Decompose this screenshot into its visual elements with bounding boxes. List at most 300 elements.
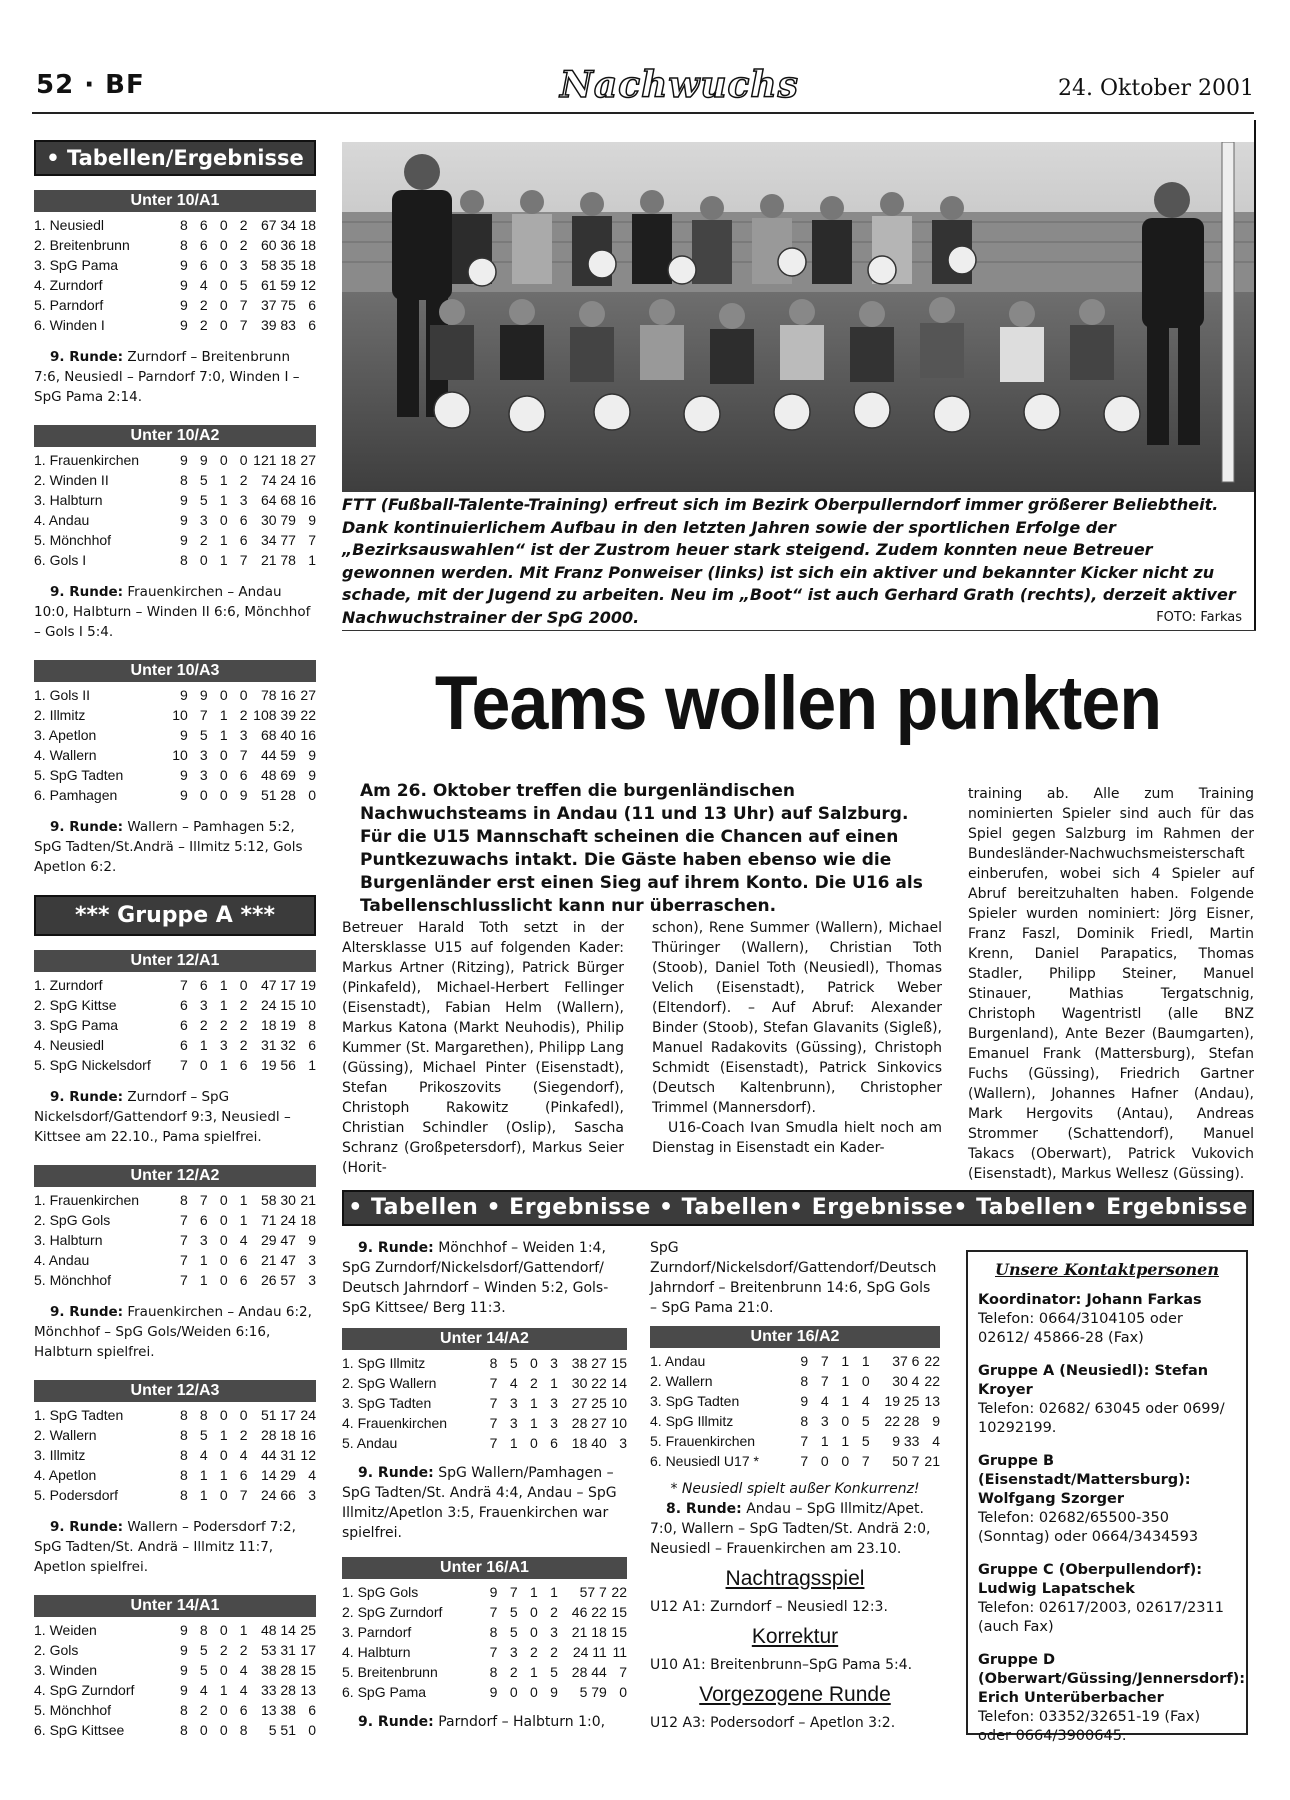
stat-cell: 7 [308, 532, 316, 548]
stat-cell: 21 18 [571, 1624, 607, 1640]
stat-cell: 108 39 [253, 707, 296, 723]
stat-cell: 0 [219, 257, 228, 273]
team-name: 4. Halbturn [342, 1644, 411, 1660]
stat-cell: 38 27 [571, 1355, 607, 1371]
stat-cell: 3 [199, 512, 208, 528]
table-title: Unter 12/A2 [34, 1165, 316, 1187]
team-name: 1. Zurndorf [34, 977, 103, 993]
stat-cell: 5 79 [579, 1684, 607, 1700]
stat-cell: 15 [611, 1624, 627, 1640]
stat-cell: 8 [489, 1355, 498, 1371]
stat-cell: 6 [308, 297, 316, 313]
stat-cell: 2 [529, 1644, 538, 1660]
result-u16a2 [650, 1499, 940, 1559]
stat-cell: 1 [509, 1435, 518, 1451]
stat-cell: 9 [308, 512, 316, 528]
stat-cell: 33 28 [260, 1682, 296, 1698]
stat-cell: 9 [180, 1662, 188, 1678]
stat-cell: 18 [300, 257, 316, 273]
stat-cell: 7 [489, 1395, 498, 1411]
table-group-1 [34, 190, 316, 877]
round-result [34, 347, 316, 407]
stat-cell: 0 [861, 1373, 870, 1389]
stat-cell: 3 [308, 1252, 316, 1268]
stat-cell: 9 [180, 297, 188, 313]
stat-cell: 1 [239, 1212, 248, 1228]
stat-cell: 0 [529, 1604, 538, 1620]
stat-cell: 21 [300, 1192, 316, 1208]
stat-cell: 6 [180, 1017, 188, 1033]
team-name: 4. Andau [34, 512, 90, 528]
bottom-column-2 [650, 1238, 940, 1733]
result-text: Frauenkirchen – Andau 10:0, Halbturn – Winden II 6:6, Mönchhof – Gols I 5:4. [34, 584, 311, 640]
team-name: 1. Neusiedl [34, 217, 105, 233]
stat-cell: 5 [199, 1427, 208, 1443]
round-result [34, 1302, 316, 1362]
stat-cell: 1 [199, 1272, 208, 1288]
round-result [34, 582, 316, 642]
table-row [34, 1465, 316, 1485]
stat-cell: 7 [489, 1644, 498, 1660]
contact-entry [978, 1651, 1246, 1746]
table-row [34, 1425, 316, 1445]
stat-cell: 4 [199, 1682, 208, 1698]
group-a-banner: *** Gruppe A *** [34, 895, 316, 936]
stat-cell: 22 28 [884, 1413, 920, 1429]
team-name: 5. Podersdorf [34, 1487, 119, 1503]
stat-cell: 8 [800, 1373, 809, 1389]
stat-cell: 7 [239, 552, 248, 568]
team-photo [342, 142, 1254, 492]
table-row [34, 725, 316, 745]
stat-cell: 58 35 [260, 257, 296, 273]
stat-cell: 22 [611, 1584, 627, 1600]
table-row [34, 685, 316, 705]
stat-cell: 0 [529, 1684, 538, 1700]
stat-cell: 7 [800, 1453, 809, 1469]
article-column-3: training ab. Alle zum Training nominierten Spieler sind auch für das Spiel gegen Salzburg im Rahmen der Bundesländer-Nachwuchsmeisterschaft einberufen, wobei sich 4 Spieler auf Abruf bereitzuhalten haben. Folgende Spieler wurden nominiert: Jörg Eisner, Franz Faszl, Dominik Friedl, Martin Krenn, Daniel Parapatics, Thomas Stadler, Philipp Steiner, Manuel Stinauer, Mathias Tergatschnig, Christoph Wagentristl (alle BNZ Burgenland), Ante Bezer (Baumgarten), Emanuel Frank (Mattersburg), Stefan Fuchs (Güssing), Friedrich Gartner (Wallern), Johannes Hafner (Andau), Mark Hergovits (Antau), Andreas Strommer (Schattendorf), Manuel Takacs (Oberwart), Patrick Vukovich (Eisenstadt), Markus Wellesz (Güssing). [968, 786, 1254, 1182]
table-row [34, 1485, 316, 1505]
stat-cell: 29 47 [260, 1232, 296, 1248]
contact-name: Gruppe A (Neusiedl): Stefan Kroyer [978, 1363, 1209, 1398]
stat-cell: 2 [239, 472, 248, 488]
contact-name: Gruppe B (Eisenstadt/Mattersburg): Wolfgang Szorger [978, 1453, 1191, 1507]
table-row [34, 530, 316, 550]
stat-cell: 7 [180, 1272, 188, 1288]
table-row [34, 275, 316, 295]
stat-cell: 3 [239, 727, 248, 743]
stat-cell: 6 [239, 767, 248, 783]
stat-cell: 2 [219, 1642, 228, 1658]
stat-cell: 9 [180, 452, 188, 468]
stat-cell: 0 [219, 1212, 228, 1228]
photo-caption [342, 494, 1242, 629]
table-row [34, 295, 316, 315]
table-title: Unter 16/A2 [650, 1326, 940, 1348]
stat-cell: 15 [300, 1662, 316, 1678]
stat-cell: 4 [239, 1232, 248, 1248]
vorgezogene-runde-heading: Vorgezogene Runde [699, 1683, 891, 1706]
stat-cell: 0 [199, 1057, 208, 1073]
stat-cell: 0 [219, 1252, 228, 1268]
stat-cell: 0 [529, 1355, 538, 1371]
stat-cell: 3 [509, 1415, 518, 1431]
stat-cell: 2 [199, 1017, 208, 1033]
stat-cell: 3 [820, 1413, 829, 1429]
team-name: 1. SpG Gols [342, 1584, 419, 1600]
stat-cell: 10 [611, 1395, 627, 1411]
out-of-competition-note: * Neusiedl spielt außer Konkurrenz! [670, 1481, 920, 1497]
stat-cell: 9 [489, 1584, 498, 1600]
standings-table [34, 1190, 316, 1290]
stat-cell: 1 [529, 1395, 538, 1411]
result-text: SpG Wallern/Pamhagen – SpG Tadten/St. Andrä 4:4, Andau – SpG Illmitz/Apetlon 3:5, Frauenkirchen war spielfrei. [342, 1465, 617, 1541]
stat-cell: 7 [239, 297, 248, 313]
contact-name: Koordinator: Johann Farkas [978, 1292, 1202, 1308]
contact-list [978, 1291, 1246, 1746]
stat-cell: 47 17 [260, 977, 296, 993]
team-name: 1. SpG Tadten [34, 1407, 124, 1423]
result-u16a1 [342, 1712, 627, 1732]
table-row [34, 1210, 316, 1230]
team-name: 1. SpG Illmitz [342, 1355, 426, 1371]
stat-cell: 1 [550, 1375, 558, 1391]
stat-cell: 38 28 [260, 1662, 296, 1678]
stat-cell: 9 [180, 257, 188, 273]
stat-cell: 26 57 [260, 1272, 296, 1288]
stat-cell: 1 [308, 1057, 316, 1073]
team-photo-image [342, 142, 1254, 492]
result-head: 8. Runde: [666, 1501, 742, 1517]
stat-cell: 8 [308, 1017, 316, 1033]
stat-cell: 0 [199, 1722, 208, 1738]
table-u14a2 [342, 1328, 627, 1453]
standings-table [34, 685, 316, 805]
stat-cell: 6 [308, 1037, 316, 1053]
table-row [650, 1411, 940, 1431]
stat-cell: 5 [861, 1433, 870, 1449]
stat-cell: 39 83 [260, 317, 296, 333]
stat-cell: 1 [308, 552, 316, 568]
stat-cell: 0 [219, 767, 228, 783]
table-row [650, 1351, 940, 1371]
table-row [34, 1035, 316, 1055]
stat-cell: 0 [219, 1722, 228, 1738]
nachtragsspiel-heading: Nachtragsspiel [725, 1567, 865, 1590]
table-u16a2 [650, 1326, 940, 1471]
table-row [34, 215, 316, 235]
stat-cell: 9 [180, 767, 188, 783]
table-title: Unter 14/A1 [34, 1595, 316, 1617]
stat-cell: 7 [180, 1057, 188, 1073]
stat-cell: 21 78 [260, 552, 296, 568]
table-block [34, 1595, 316, 1740]
team-name: 5. Parndorf [34, 297, 104, 313]
stat-cell: 5 [199, 727, 208, 743]
stat-cell: 1 [529, 1664, 538, 1680]
team-name: 2. Breitenbrunn [34, 237, 130, 253]
stat-cell: 21 47 [260, 1252, 296, 1268]
stat-cell: 57 7 [579, 1584, 607, 1600]
page-number: 52 · BF [36, 70, 145, 100]
stat-cell: 8 [180, 1487, 188, 1503]
stat-cell: 50 7 [892, 1453, 920, 1469]
table-title: Unter 14/A2 [342, 1328, 627, 1350]
stat-cell: 9 [180, 532, 188, 548]
stat-cell: 9 33 [892, 1433, 920, 1449]
stat-cell: 10 [300, 997, 316, 1013]
round-result [34, 817, 316, 877]
stat-cell: 0 [529, 1435, 538, 1451]
stat-cell: 0 [219, 1407, 228, 1423]
table-block [34, 1380, 316, 1577]
stat-cell: 7 [489, 1604, 498, 1620]
stat-cell: 1 [219, 492, 228, 508]
table-row [342, 1602, 627, 1622]
stat-cell: 1 [199, 1467, 208, 1483]
table-row [342, 1393, 627, 1413]
stat-cell: 7 [180, 1212, 188, 1228]
stat-cell: 0 [239, 1407, 248, 1423]
contact-phone: Telefon: 02617/2003, 02617/2311 (auch Fax) [978, 1600, 1224, 1635]
table-row [342, 1582, 627, 1602]
stat-cell: 16 [300, 1427, 316, 1443]
table-row [34, 1270, 316, 1290]
stat-cell: 0 [219, 1232, 228, 1248]
stat-cell: 2 [239, 217, 248, 233]
stat-cell: 5 [199, 1662, 208, 1678]
table-row [34, 1620, 316, 1640]
stat-cell: 1 [219, 472, 228, 488]
stat-cell: 51 17 [260, 1407, 296, 1423]
stat-cell: 9 [180, 727, 188, 743]
stat-cell: 9 [489, 1684, 498, 1700]
photo-credit: FOTO: Farkas [1156, 609, 1242, 625]
stat-cell: 121 18 [253, 452, 296, 468]
stat-cell: 28 44 [571, 1664, 607, 1680]
contact-entry [978, 1452, 1236, 1547]
team-name: 2. Wallern [34, 1427, 97, 1443]
stat-cell: 0 [841, 1453, 850, 1469]
stat-cell: 6 [308, 1702, 316, 1718]
stat-cell: 8 [180, 1447, 188, 1463]
stat-cell: 8 [180, 1192, 188, 1208]
table-row [34, 975, 316, 995]
table-row [34, 1055, 316, 1075]
stat-cell: 1 [239, 1622, 248, 1638]
headline: Teams wollen punkten [434, 661, 1162, 746]
vorgezogene-runde-text: U12 A3: Podersodorf – Apetlon 3:2. [650, 1715, 896, 1731]
team-name: 5. SpG Nickelsdorf [34, 1057, 151, 1073]
stat-cell: 22 [924, 1373, 940, 1389]
round-result [34, 1087, 316, 1147]
team-name: 4. Wallern [34, 747, 97, 763]
stat-cell: 1 [529, 1584, 538, 1600]
result-u14a2 [342, 1463, 627, 1543]
contact-phone: Telefon: 02682/65500-350 (Sonntag) oder 0664/3434593 [978, 1510, 1199, 1545]
caption-rule [342, 630, 1256, 631]
stat-cell: 12 [300, 277, 316, 293]
stat-cell: 6 [239, 1252, 248, 1268]
stat-cell: 11 [612, 1644, 627, 1660]
tables-banner: • Tabellen/Ergebnisse [34, 140, 316, 176]
stat-cell: 2 [239, 1427, 248, 1443]
table-row [34, 1250, 316, 1270]
stat-cell: 7 [820, 1373, 829, 1389]
stat-cell: 1 [219, 727, 228, 743]
stat-cell: 9 [308, 747, 316, 763]
stat-cell: 0 [219, 1622, 228, 1638]
team-name: 5. Mönchhof [34, 1272, 112, 1288]
stat-cell: 6 [550, 1435, 558, 1451]
stat-cell: 4 [308, 1467, 316, 1483]
stat-cell: 48 69 [260, 767, 296, 783]
table-title: Unter 10/A1 [34, 190, 316, 212]
table-block [34, 190, 316, 407]
team-name: 3. Halbturn [34, 1232, 103, 1248]
result-text: Mönchhof – Weiden 1:4, SpG Zurndorf/Nickelsdorf/Gattendorf/ Deutsch Jahrndorf – Winden 5:2, Gols-SpG Kittsee/ Berg 11:3. [342, 1240, 609, 1316]
stat-cell: 0 [219, 297, 228, 313]
team-name: 1. Frauenkirchen [34, 1192, 140, 1208]
table-title: Unter 10/A3 [34, 660, 316, 682]
stat-cell: 2 [239, 707, 248, 723]
stat-cell: 3 [199, 767, 208, 783]
stat-cell: 5 [509, 1624, 518, 1640]
stat-cell: 8 [489, 1624, 498, 1640]
stat-cell: 14 [611, 1375, 627, 1391]
stat-cell: 7 [199, 707, 208, 723]
table-row [34, 510, 316, 530]
stat-cell: 0 [219, 687, 228, 703]
stat-cell: 3 [550, 1624, 558, 1640]
stat-cell: 8 [199, 1622, 208, 1638]
stat-cell: 5 [509, 1604, 518, 1620]
stat-cell: 9 [239, 787, 248, 803]
stat-cell: 67 34 [260, 217, 296, 233]
stat-cell: 22 [924, 1353, 940, 1369]
stat-cell: 2 [239, 237, 248, 253]
stat-cell: 9 [308, 1232, 316, 1248]
table-row [342, 1622, 627, 1642]
team-name: 4. SpG Zurndorf [34, 1682, 135, 1698]
header-rule [32, 112, 1254, 114]
table-row [34, 235, 316, 255]
stat-cell: 53 31 [260, 1642, 296, 1658]
stat-cell: 10 [172, 747, 188, 763]
stat-cell: 0 [219, 1447, 228, 1463]
stat-cell: 1 [199, 1252, 208, 1268]
team-name: 4. Andau [34, 1252, 90, 1268]
result-text: Wallern – Podersdorf 7:2, SpG Tadten/St. Andrä – Illmitz 11:7, Apetlon spielfrei. [34, 1519, 296, 1575]
stat-cell: 3 [550, 1415, 558, 1431]
table-row [34, 765, 316, 785]
stat-cell: 1 [219, 977, 228, 993]
issue-date: 24. Oktober 2001 [1058, 76, 1255, 101]
stat-cell: 17 [300, 1642, 316, 1658]
stat-cell: 2 [239, 997, 248, 1013]
stat-cell: 0 [219, 277, 228, 293]
team-name: 3. Parndorf [342, 1624, 412, 1640]
stat-cell: 48 14 [260, 1622, 296, 1638]
stat-cell: 7 [239, 747, 248, 763]
nachtragsspiel-text: U12 A1: Zurndorf – Neusiedl 12:3. [650, 1599, 888, 1615]
stat-cell: 0 [529, 1624, 538, 1640]
stat-cell: 0 [239, 977, 248, 993]
team-name: 2. SpG Kittse [34, 997, 117, 1013]
result-text: Parndorf – Halbturn 1:0, [433, 1714, 606, 1730]
table-row [34, 550, 316, 570]
stat-cell: 6 [239, 1057, 248, 1073]
stat-cell: 0 [820, 1453, 829, 1469]
stat-cell: 2 [529, 1375, 538, 1391]
stat-cell: 27 [300, 452, 316, 468]
team-name: 1. Gols II [34, 687, 91, 703]
stat-cell: 4 [509, 1375, 518, 1391]
table-row [650, 1371, 940, 1391]
stat-cell: 1 [550, 1584, 558, 1600]
stat-cell: 7 [861, 1453, 870, 1469]
stat-cell: 16 [300, 727, 316, 743]
stat-cell: 1 [841, 1353, 850, 1369]
stat-cell: 14 29 [260, 1467, 296, 1483]
table-row [34, 1405, 316, 1425]
result-text: Zurndorf – Breitenbrunn 7:6, Neusiedl – Parndorf 7:0, Winden I – SpG Pama 2:14. [34, 349, 300, 405]
stat-cell: 2 [509, 1664, 518, 1680]
stat-cell: 1 [219, 552, 228, 568]
team-name: 4. Apetlon [34, 1467, 97, 1483]
team-name: 1. Andau [650, 1353, 706, 1369]
stat-cell: 7 [489, 1435, 498, 1451]
team-name: 4. Frauenkirchen [342, 1415, 448, 1431]
stat-cell: 13 [924, 1393, 940, 1409]
table-row [34, 490, 316, 510]
stat-cell: 22 [300, 707, 316, 723]
stat-cell: 3 [199, 997, 208, 1013]
team-name: 3. SpG Pama [34, 1017, 119, 1033]
stat-cell: 6 [239, 512, 248, 528]
team-name: 2. Winden II [34, 472, 109, 488]
stat-cell: 8 [180, 217, 188, 233]
stat-cell: 6 [239, 1272, 248, 1288]
contact-phone: Telefon: 03352/32651-19 (Fax) oder 0664/3900645. [978, 1709, 1201, 1744]
stat-cell: 7 [239, 1487, 248, 1503]
result-head: 9. Runde: [50, 1089, 124, 1105]
stat-cell: 7 [800, 1433, 809, 1449]
stat-cell: 9 [308, 767, 316, 783]
stat-cell: 0 [841, 1413, 850, 1429]
stat-cell: 2 [199, 317, 208, 333]
stat-cell: 1 [239, 1192, 248, 1208]
stat-cell: 46 22 [571, 1604, 607, 1620]
table-row [34, 1230, 316, 1250]
stat-cell: 7 [489, 1375, 498, 1391]
stat-cell: 15 [611, 1355, 627, 1371]
stat-cell: 2 [219, 1017, 228, 1033]
team-name: 5. Andau [342, 1435, 398, 1451]
stat-cell: 0 [219, 1662, 228, 1678]
stat-cell: 34 77 [260, 532, 296, 548]
result-head: 9. Runde: [358, 1714, 434, 1730]
stat-cell: 1 [199, 1037, 208, 1053]
team-name: 2. SpG Wallern [342, 1375, 437, 1391]
stat-cell: 18 [300, 1212, 316, 1228]
contact-entry [978, 1561, 1236, 1637]
stat-cell: 30 79 [260, 512, 296, 528]
result-head: 9. Runde: [358, 1465, 434, 1481]
standings-table [650, 1351, 940, 1471]
stat-cell: 4 [239, 1682, 248, 1698]
stat-cell: 4 [239, 1662, 248, 1678]
